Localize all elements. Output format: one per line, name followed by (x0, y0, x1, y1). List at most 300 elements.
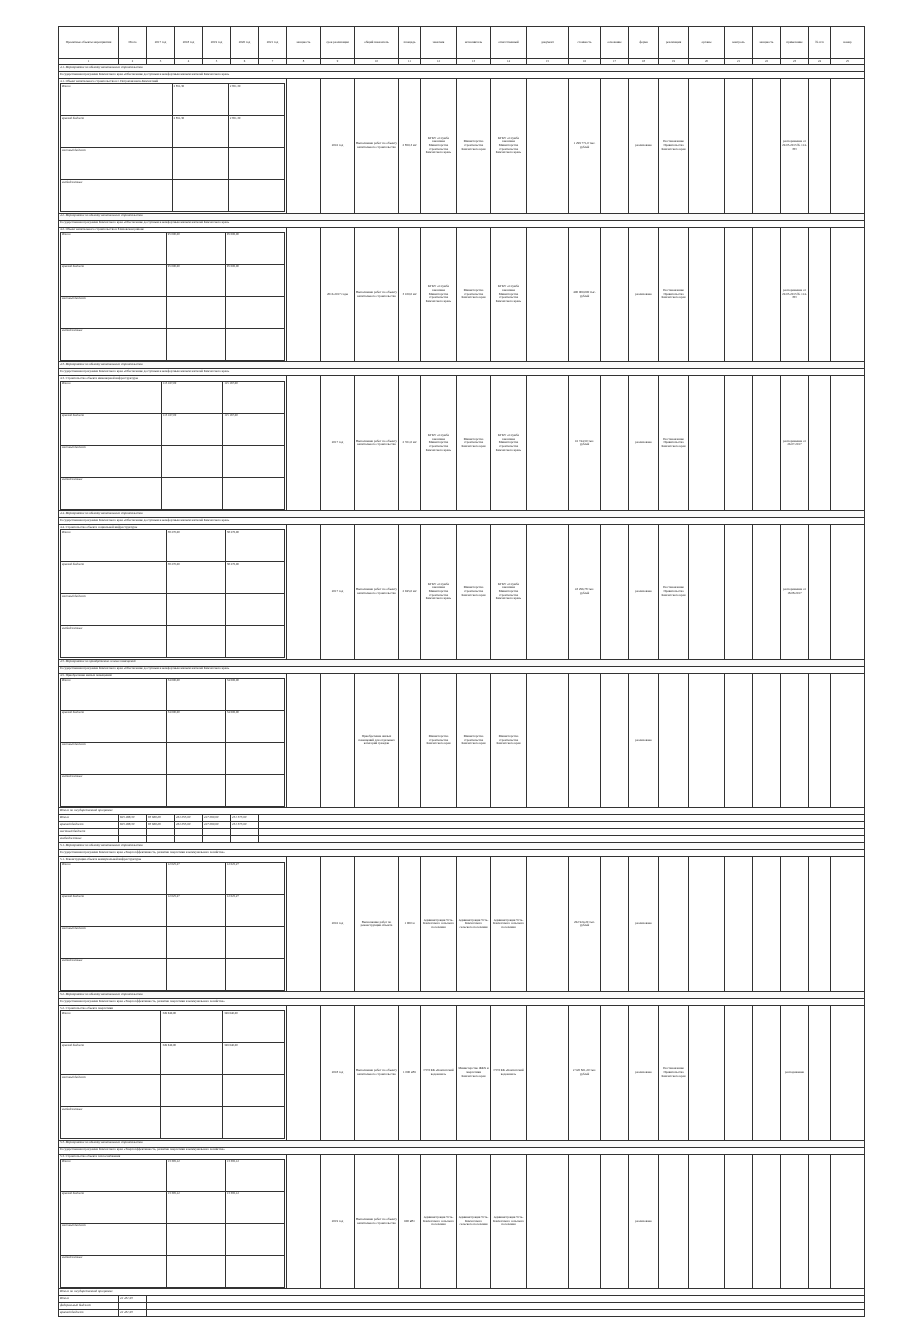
column-number: 11 (399, 59, 421, 65)
financing-row (61, 116, 285, 148)
financing-table (60, 1010, 285, 1139)
total-row (59, 1303, 865, 1310)
power-cell (753, 79, 781, 214)
area-cell: 3 100,0 м2 (399, 227, 421, 362)
financing-value (166, 958, 225, 990)
total-value (231, 836, 259, 843)
area-cell: 1 900 м (399, 857, 421, 992)
financing-label: Итого (61, 530, 167, 562)
object-title: 5.3. Строительство объекта теплоснабжения (60, 1154, 121, 1159)
number-cell (831, 857, 865, 992)
financing-value (228, 180, 284, 212)
total-row (59, 836, 865, 843)
financing-row (61, 1043, 285, 1075)
basis-cell (601, 673, 629, 808)
power-cell (753, 1006, 781, 1141)
header-cell: реализация (659, 27, 689, 59)
total-value: 251 573,00 (231, 822, 259, 829)
financing-value: 95 000,00 (166, 264, 225, 296)
basis-cell (601, 376, 629, 511)
index-cell (809, 857, 831, 992)
implementation-cell (659, 1154, 689, 1289)
section-title-row (59, 843, 865, 850)
financing-value (225, 594, 284, 626)
total-value: 85 660,00 (147, 822, 175, 829)
control-cell (725, 1154, 753, 1289)
financing-row (61, 264, 285, 296)
financing-value: 34 000,00 (166, 678, 225, 710)
index-cell (809, 227, 831, 362)
total-value (203, 836, 231, 843)
financing-label: Итого (61, 1159, 167, 1191)
area-cell (399, 673, 421, 808)
financing-row (61, 594, 285, 626)
financing-label: внебюджетные (61, 958, 167, 990)
financing-row (61, 477, 285, 509)
financing-value (161, 1107, 223, 1139)
financing-row (61, 381, 285, 413)
financing-table (60, 232, 285, 361)
header-cell: Проектные объекты мероприятия (59, 27, 119, 59)
financing-label: внебюджетные (61, 774, 167, 806)
financing-table (60, 678, 285, 807)
form-cell: реализовано (629, 857, 659, 992)
financing-value: 38 270,00 (225, 530, 284, 562)
power-cell (753, 857, 781, 992)
financing-row (61, 862, 285, 894)
capacity-cell (287, 1154, 321, 1289)
section-title: 4.1. Мероприятие по объекту капитального строительства (59, 65, 865, 72)
total-row-label: внебюджетные (59, 836, 119, 843)
header-cell: номер (831, 27, 865, 59)
financing-value: 12 025,27 (225, 894, 284, 926)
customer-cell: Министерство строительства Камчатского края (421, 673, 457, 808)
document-cell (527, 525, 569, 660)
financing-row (61, 958, 285, 990)
section-subtitle-row (59, 369, 865, 376)
column-number: 25 (831, 59, 865, 65)
financing-row (61, 180, 285, 212)
column-number: 4 (175, 59, 203, 65)
financing-label: Итого (61, 1011, 161, 1043)
note-cell: распоряжение от 29.05.2013 № 114-РП (781, 79, 809, 214)
financing-value: 38 270,00 (166, 530, 225, 562)
total-row (59, 1296, 865, 1303)
number-cell (831, 525, 865, 660)
financing-value (225, 1255, 284, 1287)
financing-label: внебюджетные (61, 180, 173, 212)
organ-cell (689, 525, 725, 660)
table-row (59, 1006, 865, 1141)
financing-value (225, 1223, 284, 1255)
total-row-label: краевой бюджет (59, 1310, 119, 1317)
implementation-cell: Постановление Правительства Камчатского края (659, 79, 689, 214)
note-cell (781, 1154, 809, 1289)
column-number: 2 (119, 59, 147, 65)
power-cell (753, 227, 781, 362)
description-cell: Выполнение работ по объекту капитального строительства (355, 525, 399, 660)
object-name (59, 525, 287, 660)
header-cell: № п/п (809, 27, 831, 59)
customer-cell: КГКУ «Служба заказчика Министерства строительства Камчатского края» (421, 525, 457, 660)
section-title-row (59, 65, 865, 72)
index-cell (809, 1006, 831, 1141)
table-row (59, 376, 865, 511)
responsible-cell: Министерство строительства Камчатского края (491, 673, 527, 808)
customer-cell: ГУП КК «Камчатский водоканал» (421, 1006, 457, 1141)
object-name (59, 857, 287, 992)
financing-row (61, 445, 285, 477)
header-cell: мощность (287, 27, 321, 59)
cost-cell (569, 1154, 601, 1289)
basis-cell (601, 1154, 629, 1289)
customer-cell: КГКУ «Служба заказчика Министерства строительства Камчатского края» (421, 227, 457, 362)
header-cell: исполнитель (457, 27, 491, 59)
total-label-row (59, 808, 865, 815)
section-title-row (59, 1140, 865, 1147)
organ-cell (689, 1006, 725, 1141)
total-value (119, 836, 147, 843)
implementation-cell: Постановление Правительства Камчатского края (659, 227, 689, 362)
total-value (203, 829, 231, 836)
section-subtitle: Государственная программа Камчатского края «Обеспечение доступным и комфортным жильём жителей Камчатского края» (59, 666, 865, 673)
financing-row (61, 562, 285, 594)
customer-cell: КГКУ «Служба заказчика Министерства строительства Камчатского края» (421, 79, 457, 214)
financing-value: 115 167,00 (161, 381, 223, 413)
description-cell: Выполнение работ по объекту капитального строительства (355, 1154, 399, 1289)
total-row (59, 815, 865, 822)
section-subtitle: Государственная программа Камчатского края «Обеспечение доступным и комфортным жильём жителей Камчатского края» (59, 220, 865, 227)
financing-label: местный бюджет (61, 1075, 161, 1107)
financing-label: краевой бюджет (61, 116, 173, 148)
customer-cell: Администрация Усть-Камчатского сельского поселения (421, 857, 457, 992)
financing-label: внебюджетные (61, 477, 162, 509)
section-subtitle: Государственная программа Камчатского края «Обеспечение доступным и комфортным жильём жителей Камчатского края» (59, 518, 865, 525)
note-cell (781, 857, 809, 992)
object-name (59, 376, 287, 511)
index-cell (809, 673, 831, 808)
document-cell (527, 79, 569, 214)
table-body (59, 65, 865, 1317)
cost-cell: 2 520 821,20 тыс. рублей (569, 1006, 601, 1141)
control-cell (725, 227, 753, 362)
index-cell (809, 1154, 831, 1289)
responsible-cell: КГКУ «Служба заказчика Министерства строительства Камчатского края» (491, 525, 527, 660)
form-cell: реализовано (629, 1006, 659, 1141)
financing-value: 34 000,00 (225, 678, 284, 710)
section-subtitle: Государственная программа Камчатского края «Обеспечение доступным и комфортным жильём жителей Камчатского края» (59, 369, 865, 376)
header-cell: площадь (399, 27, 421, 59)
financing-label: местный бюджет (61, 445, 162, 477)
organ-cell (689, 857, 725, 992)
financing-label: местный бюджет (61, 926, 167, 958)
total-pad (147, 1310, 865, 1317)
document-page (58, 26, 852, 1314)
capacity-cell (287, 227, 321, 362)
implementation-cell: Постановление Правительства Камчатского края (659, 376, 689, 511)
header-cell: срок реализации (321, 27, 355, 59)
note-cell: распоряжение (781, 1006, 809, 1141)
financing-value (172, 148, 228, 180)
header-cell: 2020 год (231, 27, 259, 59)
note-cell: распоряжение от 18.08.2017 (781, 525, 809, 660)
financing-row (61, 1191, 285, 1223)
total-value: 227 000,00 (203, 815, 231, 822)
basis-cell (601, 525, 629, 660)
form-cell: реализовано (629, 673, 659, 808)
control-cell (725, 857, 753, 992)
executor-cell: Министерство строительства Камчатского края (457, 376, 491, 511)
column-number: 18 (629, 59, 659, 65)
responsible-cell: Администрация Усть-Камчатского сельского поселения (491, 1154, 527, 1289)
header-cell: общий показатель (355, 27, 399, 59)
column-number: 6 (231, 59, 259, 65)
control-cell (725, 673, 753, 808)
table-row (59, 79, 865, 214)
total-row (59, 1310, 865, 1317)
financing-value: 95 000,00 (166, 232, 225, 264)
financing-row (61, 328, 285, 360)
object-title: 4.4. Строительство объекта социальной инфраструктуры (60, 524, 138, 529)
table-row (59, 525, 865, 660)
total-value: 85 660,00 (147, 815, 175, 822)
financing-value: 12 025,27 (166, 862, 225, 894)
number-cell (831, 376, 865, 511)
organ-cell (689, 227, 725, 362)
section-title-row (59, 992, 865, 999)
column-number: 13 (457, 59, 491, 65)
financing-value (225, 328, 284, 360)
total-pad (147, 1303, 865, 1310)
financing-value: 12 025,27 (166, 894, 225, 926)
financing-value: 13 395,12 (225, 1191, 284, 1223)
financing-value: 349 640,00 (161, 1043, 223, 1075)
financing-row (61, 678, 285, 710)
header-cell: мощность (753, 27, 781, 59)
header-row (59, 27, 865, 59)
financing-value (225, 774, 284, 806)
object-name (59, 79, 287, 214)
capacity-cell (287, 1006, 321, 1141)
basis-cell (601, 79, 629, 214)
description-cell: Приобретение жилых помещений для отдельных категорий граждан (355, 673, 399, 808)
customer-cell: Администрация Усть-Камчатского сельского поселения (421, 1154, 457, 1289)
financing-row (61, 1107, 285, 1139)
cost-cell: 400 000,000 тыс. рублей (569, 227, 601, 362)
capacity-cell (287, 673, 321, 808)
section-title: 4.2. Мероприятие по объекту капитального строительства (59, 213, 865, 220)
header-cell: форма (629, 27, 659, 59)
area-cell: 600 кВт (399, 1154, 421, 1289)
financing-value: 12 025,27 (225, 862, 284, 894)
section-subtitle-row (59, 1147, 865, 1154)
object-name (59, 1154, 287, 1289)
total-pad (259, 836, 865, 843)
section-subtitle-row (59, 72, 865, 79)
total-row-label: местный бюджет (59, 829, 119, 836)
total-label-row (59, 1289, 865, 1296)
header-cell: стоимость (569, 27, 601, 59)
responsible-cell: Администрация Усть-Камчатского сельского поселения (491, 857, 527, 992)
total-value: 261 055,00 (175, 815, 203, 822)
executor-cell: Министерство строительства Камчатского края (457, 227, 491, 362)
column-number: 5 (203, 59, 231, 65)
header-cell: органы (689, 27, 725, 59)
section-title: 5.2. Мероприятие по объекту капитального строительства (59, 992, 865, 999)
financing-table (60, 529, 285, 658)
financing-row (61, 1255, 285, 1287)
section-title-row (59, 511, 865, 518)
financing-row (61, 1075, 285, 1107)
financing-row (61, 296, 285, 328)
column-number: 7 (259, 59, 287, 65)
financing-value: 349 640,00 (223, 1011, 285, 1043)
financing-value: 38 270,00 (166, 562, 225, 594)
total-pad (147, 1296, 865, 1303)
control-cell (725, 376, 753, 511)
financing-value: 13 395,12 (166, 1159, 225, 1191)
financing-row (61, 774, 285, 806)
financing-value (166, 328, 225, 360)
column-number: 3 (147, 59, 175, 65)
section-subtitle-row (59, 666, 865, 673)
object-title: 4.2. Объект капитального строительства в Елизовском районе (60, 227, 144, 232)
financing-value: 34 000,00 (166, 710, 225, 742)
header-cell: Итого (119, 27, 147, 59)
financing-value: 2 851,30 (172, 84, 228, 116)
capacity-cell (287, 376, 321, 511)
number-cell (831, 1154, 865, 1289)
description-cell: Выполнение работ по объекту капитального строительства (355, 79, 399, 214)
description-cell: Выполнение работ по реконструкции объекта (355, 857, 399, 992)
term-cell: 2016 год (321, 79, 355, 214)
total-row-label: краевой бюджет (59, 822, 119, 829)
responsible-cell: КГКУ «Служба заказчика Министерства строительства Камчатского края» (491, 376, 527, 511)
form-cell: реализовано (629, 79, 659, 214)
column-number: 20 (689, 59, 725, 65)
term-cell: 2018 год (321, 1006, 355, 1141)
investment-program-table (58, 26, 865, 1317)
financing-value (166, 626, 225, 658)
section-subtitle: Государственная программа Камчатского края «Энергоэффективность, развитие энергетики и коммунального хозяйства» (59, 850, 865, 857)
responsible-cell: ГУП КК «Камчатский водоканал» (491, 1006, 527, 1141)
basis-cell (601, 857, 629, 992)
header-cell: 2019 год (203, 27, 231, 59)
document-cell (527, 857, 569, 992)
section-title-row (59, 659, 865, 666)
capacity-cell (287, 525, 321, 660)
object-title: 5.1. Реконструкция объекта коммунальной инфраструктуры (60, 856, 142, 861)
total-value: 825 288,30 (119, 822, 147, 829)
term-cell: 2016-2017 годы (321, 227, 355, 362)
power-cell (753, 376, 781, 511)
header-cell: ответственный (491, 27, 527, 59)
number-cell (831, 673, 865, 808)
area-cell: 2 850,3 м2 (399, 79, 421, 214)
term-cell (321, 673, 355, 808)
index-cell (809, 79, 831, 214)
note-cell (781, 673, 809, 808)
financing-value (166, 594, 225, 626)
financing-value (225, 958, 284, 990)
total-value: 261 055,00 (175, 822, 203, 829)
financing-value (225, 296, 284, 328)
term-cell: 2016 год (321, 857, 355, 992)
header-cell: 2021 год (259, 27, 287, 59)
cost-cell: 262 924,20 тыс. рублей (569, 857, 601, 992)
section-subtitle-row (59, 999, 865, 1006)
object-title: 4.5. Приобретение жилых помещений (60, 673, 112, 678)
financing-value: 13 395,12 (166, 1191, 225, 1223)
header-cell: 2018 год (175, 27, 203, 59)
area-cell: 2 351,0 м2 (399, 376, 421, 511)
column-number: 8 (287, 59, 321, 65)
financing-value: 95 000,00 (225, 232, 284, 264)
total-value: 22 431,93 (119, 1296, 147, 1303)
customer-cell: КГКУ «Служба заказчика Министерства строительства Камчатского края» (421, 376, 457, 511)
area-cell: 1 000 кВт (399, 1006, 421, 1141)
responsible-cell: КГКУ «Служба заказчика Министерства строительства Камчатского края» (491, 227, 527, 362)
financing-row (61, 530, 285, 562)
financing-label: внебюджетные (61, 1255, 167, 1287)
financing-label: местный бюджет (61, 296, 167, 328)
total-value: 825 288,30 (119, 815, 147, 822)
financing-label: внебюджетные (61, 328, 167, 360)
executor-cell: Администрация Усть-Камчатского сельского поселения (457, 857, 491, 992)
document-cell (527, 1154, 569, 1289)
financing-value: 115 167,00 (223, 413, 285, 445)
description-cell: Выполнение работ по объекту капитального строительства (355, 1006, 399, 1141)
financing-row (61, 926, 285, 958)
organ-cell (689, 79, 725, 214)
financing-label: краевой бюджет (61, 1043, 161, 1075)
financing-value: 115 167,00 (161, 413, 223, 445)
total-value (119, 1303, 147, 1310)
financing-value (166, 1223, 225, 1255)
executor-cell: Администрация Усть-Камчатского сельского поселения (457, 1154, 491, 1289)
total-row (59, 829, 865, 836)
financing-label: местный бюджет (61, 148, 173, 180)
total-value (175, 836, 203, 843)
financing-row (61, 1223, 285, 1255)
document-cell (527, 1006, 569, 1141)
financing-value (225, 926, 284, 958)
financing-row (61, 710, 285, 742)
section-subtitle-row (59, 850, 865, 857)
power-cell (753, 1154, 781, 1289)
header-cell: примечание (781, 27, 809, 59)
power-cell (753, 673, 781, 808)
section-title-row (59, 362, 865, 369)
financing-value (161, 477, 223, 509)
column-number: 9 (321, 59, 355, 65)
financing-table (60, 1159, 285, 1288)
column-number: 16 (569, 59, 601, 65)
cost-cell: 43 296,78 тыс. рублей (569, 525, 601, 660)
description-cell: Выполнение работ по объекту капитального строительства (355, 227, 399, 362)
total-value: 22 431,93 (119, 1310, 147, 1317)
financing-value: 13 395,12 (225, 1159, 284, 1191)
implementation-cell: Постановление Правительства Камчатского края (659, 1006, 689, 1141)
financing-row (61, 84, 285, 116)
financing-label: внебюджетные (61, 626, 167, 658)
term-cell: 2019 год (321, 1154, 355, 1289)
total-row-label: Итого (59, 1296, 119, 1303)
executor-cell: Министерство строительства Камчатского края (457, 79, 491, 214)
total-pad (259, 829, 865, 836)
financing-row (61, 894, 285, 926)
financing-table (60, 381, 285, 510)
